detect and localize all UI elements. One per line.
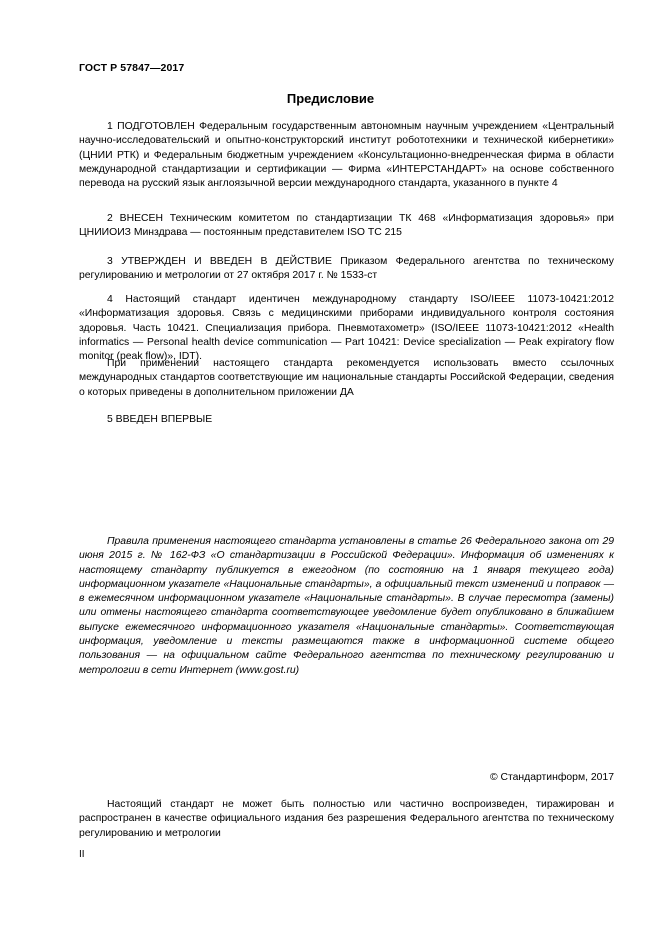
page-title: Предисловие (286, 91, 375, 106)
reproduction-notice (79, 798, 614, 841)
paragraph-references-text: При применении настоящего стандарта рекомендуется использовать вместо ссылочных международных стандартов соответствующие им национальные стандарты Российской Федерации, сведения о которых приведены в дополнительном приложении ДА (79, 358, 614, 398)
paragraph-prepared (79, 120, 614, 191)
copyright: © Стандартинформ, 2017 (489, 772, 614, 783)
paragraph-prepared-text: 1 ПОДГОТОВЛЕН Федеральным государственным автономным научным учреждением «Центральный научно-исследовательский и опытно-конструкторский институт робототехники и технической кибернетики» (ЦНИИ РТК) и Федеральным бюджетным учреждением «Консультационно-внедренческая фирма в области международной стандартизации и сертификации — Фирма «ИНТЕРСТАНДАРТ» на основе собственного перевода на русский язык англоязычной версии международного стандарта, указанного в пункте 4 (79, 121, 614, 190)
paragraph-references (79, 357, 614, 400)
page-number: II (79, 849, 85, 860)
paragraph-identical (79, 293, 614, 364)
paragraph-first-introduced-text: 5 ВВЕДЕН ВПЕРВЫЕ (107, 414, 213, 425)
reproduction-notice-text: Настоящий стандарт не может быть полностью или частично воспроизведен, тиражирован и распространен в качестве официального издания без разрешения Федерального агентства по техническому регулированию и метрологии (79, 799, 614, 839)
rules-notice (79, 535, 614, 678)
paragraph-introduced (79, 212, 614, 241)
paragraph-introduced-text: 2 ВНЕСЕН Техническим комитетом по стандартизации ТК 468 «Информатизация здоровья» при ЦНИИОИЗ Минздрава — постоянным представителем ISO ТС 215 (79, 213, 614, 239)
rules-notice-text: Правила применения настоящего стандарта установлены в статье 26 Федерального закона от 29 июня 2015 г. № 162-ФЗ «О стандартизации в Российской Федерации». Информация об изменениях к настоящему стандарту публикуется в ежегодном (по состоянию на 1 января текущего года) информационном указателе «Национальные стандарты», а официальный текст изменений и поправок — в ежемесячном информационном указателе «Национальные стандарты». В случае пересмотра (замены) или отмены настоящего стандарта соответствующее уведомление будет опубликовано в ближайшем выпуске ежемесячного информационного указателя «Национальные стандарты». Соответствующая информация, уведомление и тексты размещаются также в информационной системе общего пользования — на официальном сайте Федерального агентства по техническому регулированию и метрологии в сети Интернет (www.gost.ru) (79, 536, 614, 676)
paragraph-identical-text: 4 Настоящий стандарт идентичен международному стандарту ISO/IEEE 11073-10421:2012 «Информатизация здоровья. Связь с медицинскими приборами индивидуального контроля состояния здоровья. Часть 10421. Специализация прибора. Пневмотахометр» (ISO/IEEE 11073-10421:2012 «Health informatics — Personal health device communication — Part 10421: Device specialization — Peak expiratory flow monitor (peak flow)», IDT). (79, 294, 614, 363)
paragraph-approved-text: 3 УТВЕРЖДЕН И ВВЕДЕН В ДЕЙСТВИЕ Приказом Федерального агентства по техническому регулированию и метрологии от 27 октября 2017 г. № 1533-ст (79, 256, 614, 282)
standard-number: ГОСТ Р 57847—2017 (79, 62, 185, 74)
paragraph-approved (79, 255, 614, 284)
paragraph-first-introduced (79, 413, 614, 427)
